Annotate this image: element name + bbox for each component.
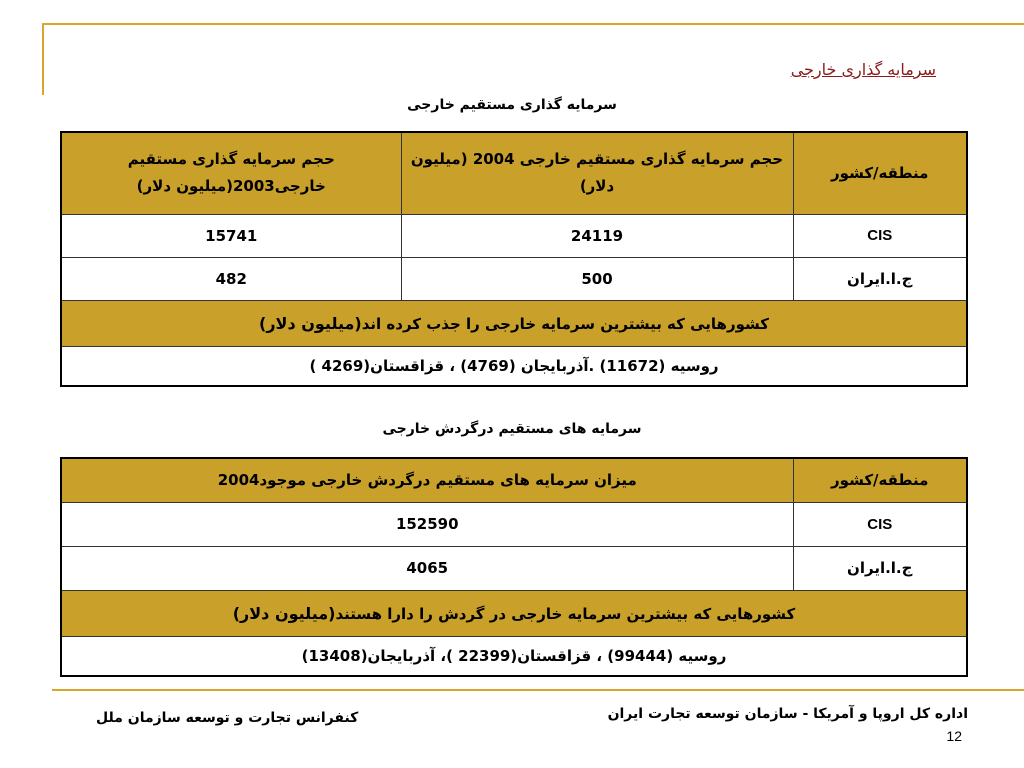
value-2004-cell: 500 (401, 257, 793, 300)
region-cell: CIS (793, 502, 967, 546)
table-header-row (61, 132, 967, 214)
header-fdi-2003: حجم سرمایه گذاری مستقیم خارجی2003(میلیون دلار) (61, 132, 401, 214)
header-region: منطقه/کشور (793, 132, 967, 214)
value-2004-cell: 24119 (401, 214, 793, 257)
value-2003-cell: 15741 (61, 214, 401, 257)
section2-title: سرمایه های مستقیم درگردش خارجی (382, 421, 642, 437)
note-row (61, 300, 967, 346)
note-unit: (میلیون دلار) (232, 603, 336, 623)
header-fdi-2004: حجم سرمایه گذاری مستقیم خارجی 2004 (میلیون دلار) (401, 132, 793, 214)
table-row (61, 502, 967, 546)
fdi-stock-table (60, 457, 968, 677)
section1-title: سرمایه گذاری مستقیم خارجی (407, 97, 617, 113)
countries-cell: روسیه (11672) .آذربایجان (4769) ، قزاقستان(4269 ) (61, 346, 967, 386)
footer-rule (52, 689, 1024, 691)
note-cell (61, 300, 967, 346)
slide-title: سرمایه گذاری خارجی (790, 60, 936, 79)
countries-cell: روسیه (99444) ، قزاقستان(22399 )، آذربایجان(13408) (61, 636, 967, 676)
region-cell: CIS (793, 214, 967, 257)
table-row (61, 257, 967, 300)
value-2003-cell: 482 (61, 257, 401, 300)
table-header-row (61, 458, 967, 502)
header-fdi-stock-2004: میزان سرمایه های مستقیم درگردش خارجی موجود2004 (61, 458, 793, 502)
countries-row (61, 346, 967, 386)
footer-organization: اداره کل اروپا و آمریکا - سازمان توسعه تجارت ایران (607, 706, 968, 722)
frame-left-rule (42, 23, 44, 95)
countries-row (61, 636, 967, 676)
value-cell: 4065 (61, 546, 793, 590)
footer-conference: کنفرانس تجارت و توسعه سازمان ملل (96, 710, 359, 726)
note-text: کشورهایی که بیشترین سرمایه خارجی در گردش را دارا هستند (335, 604, 796, 623)
note-cell (61, 590, 967, 636)
note-row (61, 590, 967, 636)
note-unit: (میلیون دلار) (259, 313, 362, 333)
value-cell: 152590 (61, 502, 793, 546)
page-number: 12 (946, 728, 962, 744)
note-text: کشورهایی که بیشترین سرمایه خارجی را جذب کرده اند (361, 314, 769, 333)
table-row (61, 214, 967, 257)
frame-top-rule (42, 23, 1024, 25)
fdi-table (60, 131, 968, 387)
table-row (61, 546, 967, 590)
region-cell: ج.ا.ایران (793, 257, 967, 300)
header-region: منطقه/کشور (793, 458, 967, 502)
region-cell: ج.ا.ایران (793, 546, 967, 590)
